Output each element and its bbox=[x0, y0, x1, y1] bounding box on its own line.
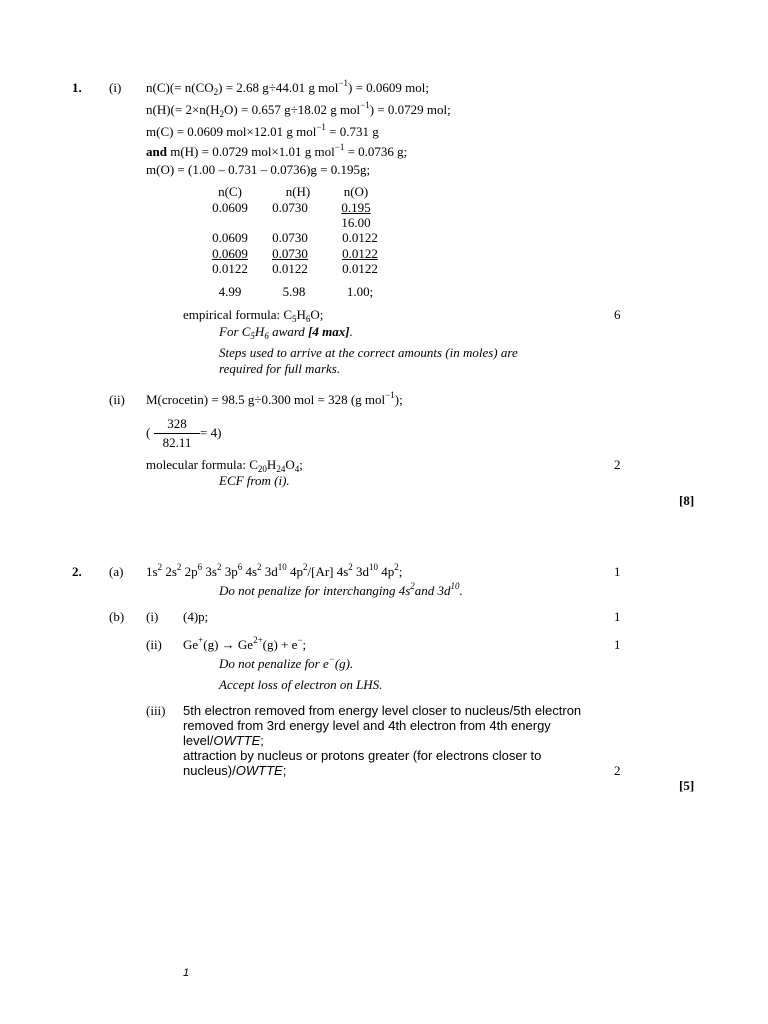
marks-q2-b-i: 1 bbox=[614, 609, 621, 624]
question-2-b-ii: (ii) bbox=[146, 637, 162, 652]
q1-moles-hydrogen-line: $n(H)(= 2\times n(H_2O) = 0.657$ g÷18.02 g mol$^{-1}$) = 0.0729 mol; bbox=[146, 100, 451, 119]
electron-configuration: $1s^2$ $2s^2$ $2p^6$ $3s^2$ $3p^6$ $4s^2$ $3d^{10}$ $4p^2/[Ar]$ $4s^2$ $3d^{10}$ $4p^2$; bbox=[146, 562, 403, 579]
table-header: n(H) bbox=[285, 184, 311, 199]
marks-q2-a: 1 bbox=[614, 564, 621, 579]
marks-q2-b-iii: 2 bbox=[614, 763, 621, 778]
fraction-denominator: 82.11 bbox=[162, 435, 192, 450]
table-cell: 0.0730 bbox=[272, 230, 308, 245]
table-header: n(C) bbox=[218, 184, 242, 199]
q1-moles-carbon-line: $n(C)(= n(CO_2) = 2.68$ g÷44.01 g mol$^{-1}$) = 0.0609 mol; bbox=[146, 78, 429, 97]
total-marks-q1: [8] bbox=[679, 493, 695, 508]
q1-mass-oxygen-line: m(O) = (1.00 – 0.731 – 0.0736)g = 0.195g; bbox=[146, 162, 371, 177]
question-2-number: 2. bbox=[72, 564, 82, 579]
table-cell: 0.0122 bbox=[342, 261, 378, 276]
table-cell: 0.0122 bbox=[342, 230, 378, 245]
table-cell: 0.0730 bbox=[272, 246, 308, 261]
marks-q1-ii: 2 bbox=[614, 457, 621, 472]
molecular-formula: molecular formula: $C_{20}H_{24}O_4$; bbox=[146, 457, 303, 474]
q1-mass-carbon-line: m(C) = 0.0609 mol×12.01 g mol$^{-1}$ = 0.731 g bbox=[146, 122, 379, 139]
table-cell: 0.0730 bbox=[272, 200, 308, 215]
answer-b-iii-line-1: 5th electron removed from energy level closer to nucleus/5th electron bbox=[183, 703, 582, 718]
table-cell: 1.00; bbox=[346, 284, 374, 299]
question-1-number: 1. bbox=[72, 80, 82, 95]
table-cell: 5.98 bbox=[282, 284, 306, 299]
question-2-b-i: (i) bbox=[146, 609, 159, 624]
marking-note-interchange: Do not penalize for interchanging $4s^2and$ $3d^{10}$. bbox=[219, 581, 463, 598]
question-2-part-a: (a) bbox=[109, 564, 124, 579]
formula-ratio-fraction bbox=[146, 416, 226, 456]
ionization-equation: $Ge^+(g) \to Ge^{2+}(g) + e^-$; bbox=[183, 635, 307, 652]
table-cell: 4.99 bbox=[218, 284, 242, 299]
question-2-b-iii: (iii) bbox=[146, 703, 166, 718]
question-2-part-b: (b) bbox=[109, 609, 125, 624]
table-cell: 0.0609 bbox=[212, 200, 248, 215]
marking-note-ecf: ECF from (i). bbox=[219, 473, 290, 488]
answer-b-iii-line-4: attraction by nucleus or protons greater (for electrons closer to bbox=[183, 748, 542, 763]
crocetin-molar-mass: M(crocetin) = 98.5 g÷0.300 mol = 328 (g mol$^{-1}$); bbox=[146, 390, 403, 407]
table-header: n(O) bbox=[343, 184, 369, 199]
page-number: 1 bbox=[183, 967, 190, 979]
question-1-part-ii: (ii) bbox=[109, 392, 125, 407]
marking-note-steps: Steps used to arrive at the correct amounts (in moles) are bbox=[219, 345, 518, 360]
table-cell: 0.0122 bbox=[272, 261, 308, 276]
answer-b-iii-line-3: level/OWTTE; bbox=[183, 733, 264, 748]
marking-note-c5h6: For $C_5H_6$ award [4 max]. bbox=[219, 324, 353, 341]
fraction-bar bbox=[154, 433, 200, 434]
table-cell: 0.0609 bbox=[212, 230, 248, 245]
fraction-numerator: 328 bbox=[167, 416, 187, 431]
answer-b-iii-line-5: nucleus)/OWTTE; bbox=[183, 763, 287, 778]
fraction-result: = 4) bbox=[200, 425, 222, 440]
table-cell: 16.00 bbox=[341, 215, 371, 230]
q1-mass-hydrogen-line: and m(H) = 0.0729 mol×1.01 g mol$^{-1}$ = 0.0736 g; bbox=[146, 142, 408, 159]
answer-b-i: (4)p; bbox=[183, 609, 209, 624]
table-cell: 0.195 bbox=[341, 200, 371, 215]
question-1-part-i: (i) bbox=[109, 80, 122, 95]
marking-note-electron-state: Do not penalize for e−(g). bbox=[219, 654, 354, 671]
marks-q2-b-ii: 1 bbox=[614, 637, 621, 652]
marks-q1-i: 6 bbox=[614, 307, 621, 322]
table-cell: 0.0122 bbox=[342, 246, 378, 261]
answer-b-iii-line-2: removed from 3rd energy level and 4th electron from 4th energy bbox=[183, 718, 551, 733]
table-cell: 0.0609 bbox=[212, 246, 248, 261]
marking-note-lhs: Accept loss of electron on LHS. bbox=[219, 677, 383, 692]
marking-note-steps-cont: required for full marks. bbox=[219, 361, 341, 376]
fraction-open-paren: ( bbox=[146, 425, 151, 440]
empirical-formula: empirical formula: $C_5H_6O$; bbox=[183, 307, 324, 324]
table-cell: 0.0122 bbox=[212, 261, 248, 276]
total-marks-q2: [5] bbox=[679, 778, 695, 793]
